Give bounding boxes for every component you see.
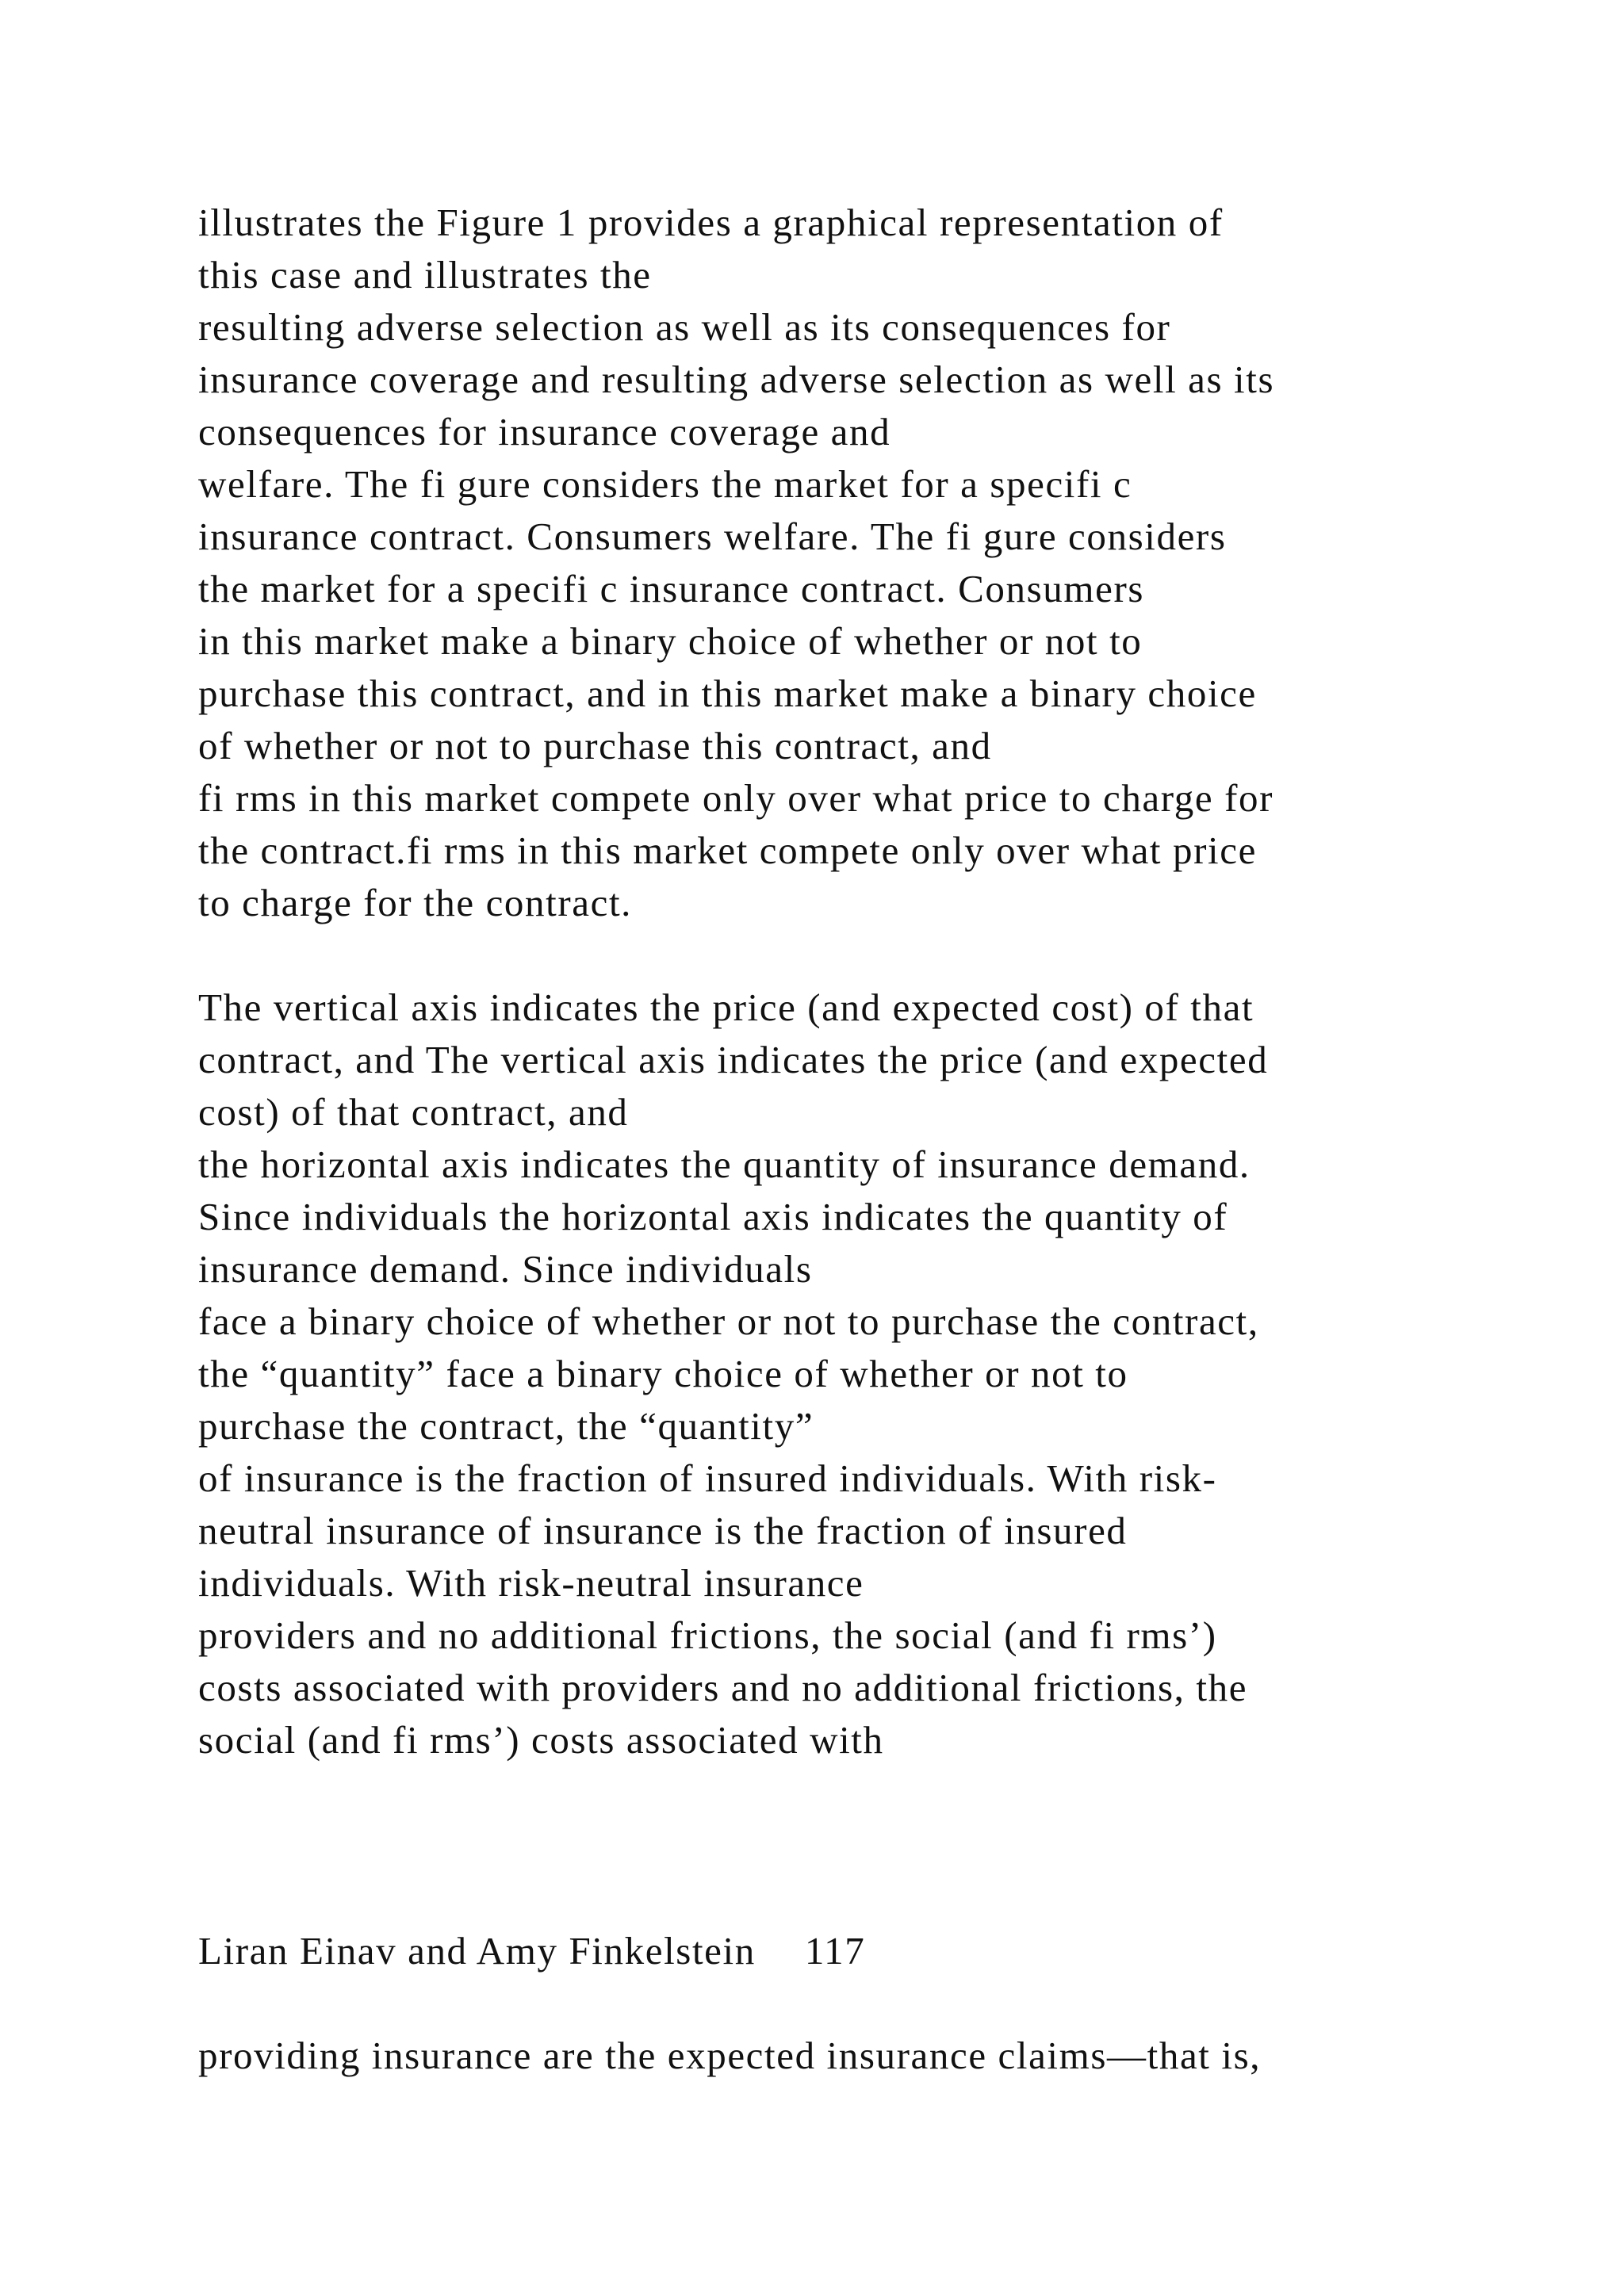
text-line: providers and no additional frictions, the social (and fi rms’) <box>198 1613 1217 1657</box>
paragraph-2 <box>198 982 1507 1766</box>
text-line: to charge for the contract. <box>198 881 633 924</box>
text-line: fi rms in this market compete only over what price to charge for <box>198 776 1274 820</box>
text-line: purchase this contract, and in this market make a binary choice <box>198 672 1257 715</box>
text-line: of insurance is the fraction of insured individuals. With risk- <box>198 1456 1217 1500</box>
paragraph-3 <box>198 2030 1507 2082</box>
footer-authors: Liran Einav and Amy Finkelstein <box>198 1929 756 1973</box>
running-footer <box>198 1925 1507 1977</box>
text-line: neutral insurance of insurance is the fraction of insured <box>198 1509 1128 1552</box>
document-page <box>198 197 1507 2082</box>
text-line: resulting adverse selection as well as its consequences for <box>198 305 1171 349</box>
paragraph-spacer <box>198 929 1507 982</box>
text-line: in this market make a binary choice of whether or not to <box>198 619 1143 663</box>
text-line: The vertical axis indicates the price (and expected cost) of that <box>198 985 1254 1029</box>
text-line: this case and illustrates the <box>198 253 652 297</box>
text-line: insurance contract. Consumers welfare. The fi gure considers <box>198 515 1227 558</box>
text-line: cost) of that contract, and <box>198 1090 629 1134</box>
text-line: costs associated with providers and no additional frictions, the <box>198 1666 1248 1709</box>
text-line: welfare. The fi gure considers the market for a specifi c <box>198 462 1132 506</box>
text-line: the “quantity” face a binary choice of whether or not to <box>198 1352 1128 1395</box>
text-line: contract, and The vertical axis indicates the price (and expected <box>198 1038 1269 1081</box>
text-line: Since individuals the horizontal axis indicates the quantity of <box>198 1195 1228 1238</box>
text-line: providing insurance are the expected insurance claims—that is, <box>198 2034 1262 2077</box>
page-number: 117 <box>804 1929 866 1973</box>
text-line: illustrates the Figure 1 provides a graphical representation of <box>198 201 1224 244</box>
text-line: the market for a specifi c insurance contract. Consumers <box>198 567 1145 610</box>
paragraph-1 <box>198 197 1507 929</box>
text-line: individuals. With risk-neutral insurance <box>198 1561 864 1605</box>
section-spacer <box>198 1766 1507 1925</box>
paragraph-spacer <box>198 1977 1507 2030</box>
text-line: insurance coverage and resulting adverse selection as well as its <box>198 358 1275 401</box>
text-line: face a binary choice of whether or not to purchase the contract, <box>198 1299 1259 1343</box>
text-line: social (and fi rms’) costs associated with <box>198 1718 884 1762</box>
text-line: insurance demand. Since individuals <box>198 1247 813 1291</box>
text-line: of whether or not to purchase this contract, and <box>198 724 992 767</box>
text-line: the contract.fi rms in this market compete only over what price <box>198 828 1257 872</box>
text-line: the horizontal axis indicates the quantity of insurance demand. <box>198 1142 1251 1186</box>
text-line: purchase the contract, the “quantity” <box>198 1404 814 1448</box>
text-line: consequences for insurance coverage and <box>198 410 891 453</box>
